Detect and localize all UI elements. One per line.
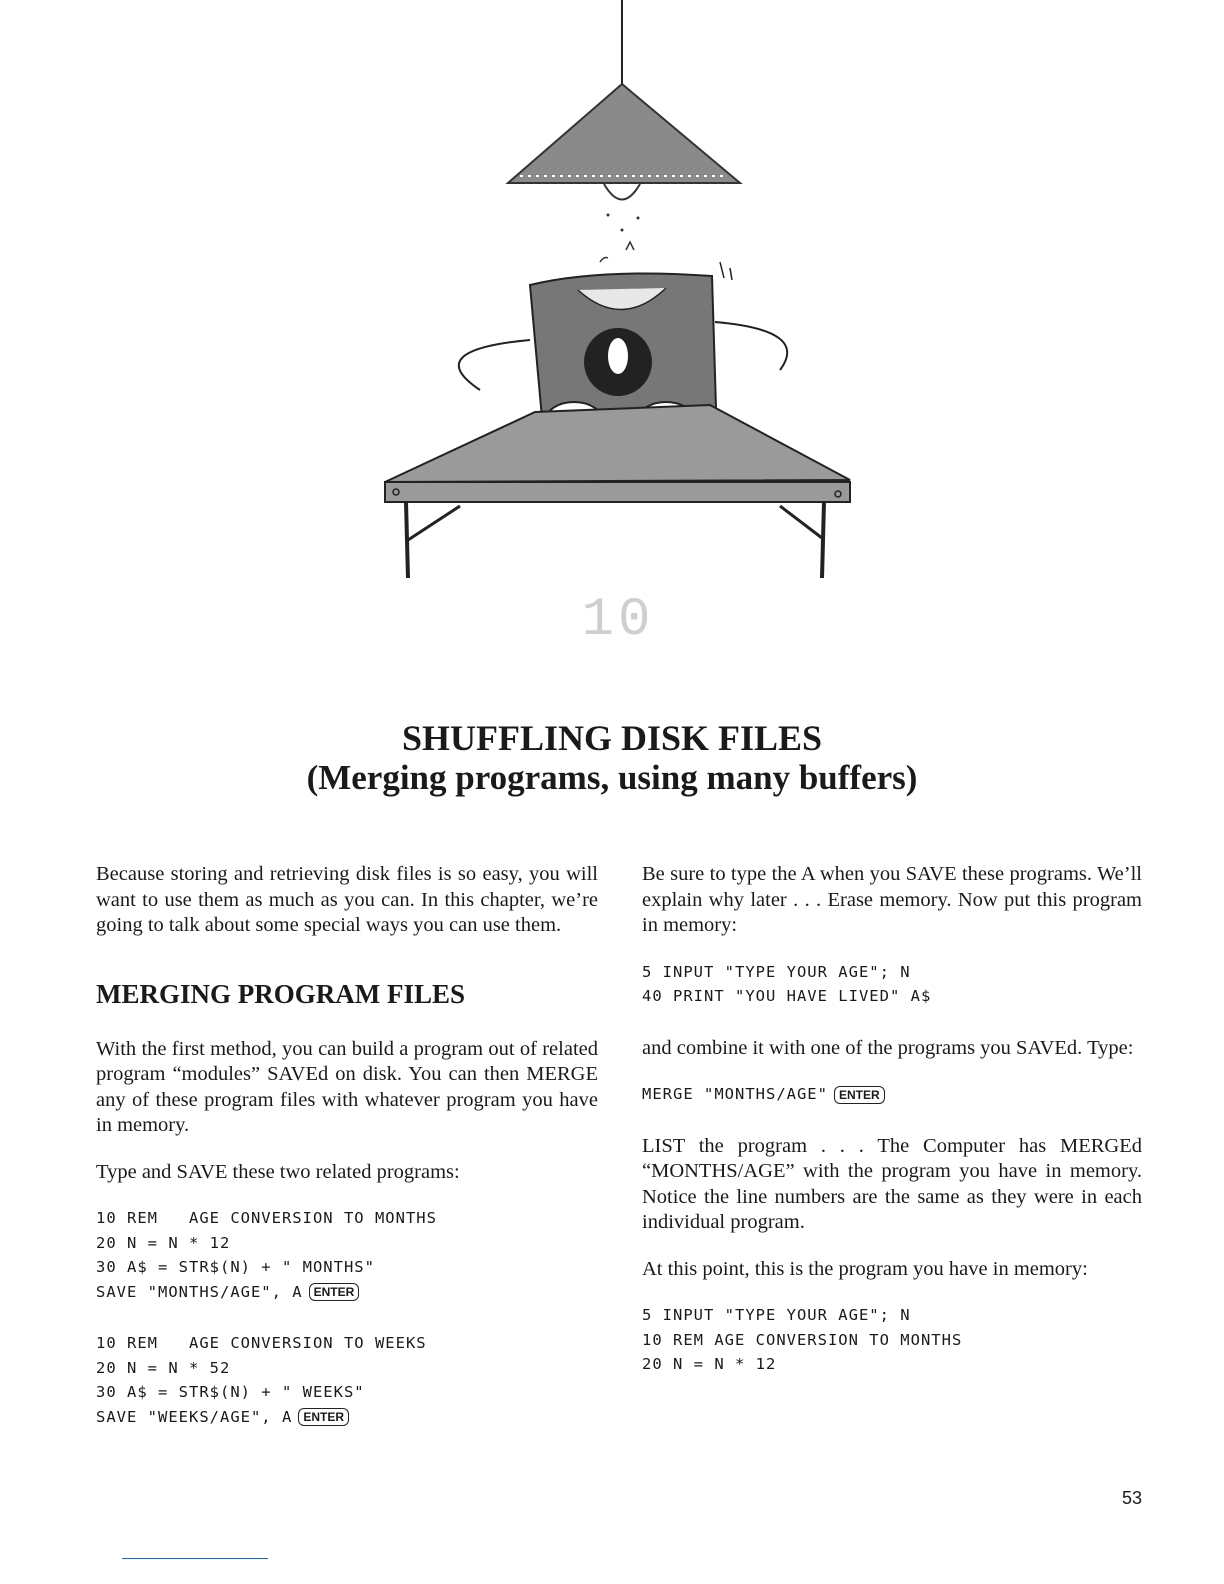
code-line: 30 A$ = STR$(N) + " MONTHS" <box>96 1258 375 1276</box>
section-heading: MERGING PROGRAM FILES <box>96 978 466 1009</box>
code-block-input <box>642 960 1142 1009</box>
right-paragraph-3: LIST the program . . . The Computer has MERGEd “MONTHS/AGE” with the program you have in memory. Notice the line numbers are the same as they were in each individual program. <box>642 1134 1142 1233</box>
enter-key-icon: ENTER <box>309 1283 360 1301</box>
code-line-save <box>96 1405 598 1430</box>
enter-key-icon: ENTER <box>834 1086 885 1104</box>
right-column <box>642 862 1142 1404</box>
section-paragraph: With the first method, you can build a program out of related program “modules” SAVEd on disk. You can then MERGE any of these program files with whatever program you have in memory. <box>96 1037 598 1136</box>
code-block-merge <box>642 1082 1142 1107</box>
chapter-subtitle: (Merging programs, using many buffers) <box>306 758 918 797</box>
save-command: SAVE "MONTHS/AGE", A <box>96 1282 303 1301</box>
spin-lines <box>459 340 530 390</box>
table-top <box>385 405 850 482</box>
lamp-bulb <box>604 184 640 200</box>
code-line: 10 REM AGE CONVERSION TO WEEKS <box>96 1334 427 1352</box>
merge-command-line <box>642 1082 1142 1107</box>
right-paragraph-4: At this point, this is the program you have in memory: <box>642 1257 1088 1280</box>
footer-rule <box>122 1558 268 1559</box>
code-line: 20 N = N * 52 <box>96 1358 231 1377</box>
left-column <box>96 862 598 1456</box>
chapter-title: SHUFFLING DISK FILES <box>401 718 823 758</box>
enter-key-icon: ENTER <box>298 1408 349 1426</box>
code-line: 40 PRINT "YOU HAVE LIVED" A$ <box>642 987 932 1005</box>
code-line: 10 REM AGE CONVERSION TO MONTHS <box>642 1330 963 1349</box>
save-command: SAVE "WEEKS/AGE", A <box>96 1407 293 1426</box>
code-line: 20 N = N * 12 <box>96 1233 231 1252</box>
code-block-weeks <box>96 1331 598 1429</box>
code-line: 5 INPUT "TYPE YOUR AGE"; N <box>642 962 911 981</box>
chapter-illustration <box>360 0 880 660</box>
page-number: 53 <box>1121 1488 1142 1508</box>
code-block-merged <box>642 1303 1142 1377</box>
lamp-shade <box>508 84 740 183</box>
intro-paragraph: Because storing and retrieving disk files is so easy, you will want to use them as much as you can. In this chapter, we’re going to talk about some special ways you can use them. <box>96 863 598 936</box>
right-paragraph-1: Be sure to type the A when you SAVE these programs. We’ll explain why later . . . Erase memory. Now put this program in memory: <box>642 863 1142 936</box>
code-line: 20 N = N * 12 <box>642 1355 777 1373</box>
code-block-months <box>96 1206 598 1304</box>
code-line: 5 INPUT "TYPE YOUR AGE"; N <box>642 1306 911 1324</box>
chapter-title-block <box>0 718 1224 798</box>
table-edge <box>385 482 850 502</box>
code-line: 30 A$ = STR$(N) + " WEEKS" <box>96 1383 365 1401</box>
merge-command: MERGE "MONTHS/AGE" <box>642 1085 828 1103</box>
right-paragraph-2: and combine it with one of the programs you SAVEd. Type: <box>642 1036 1134 1059</box>
chapter-number: 10 <box>581 590 655 651</box>
code-line: 10 REM AGE CONVERSION TO MONTHS <box>96 1209 437 1227</box>
code-line-save <box>96 1280 598 1305</box>
instruction-paragraph: Type and SAVE these two related programs: <box>96 1160 460 1183</box>
